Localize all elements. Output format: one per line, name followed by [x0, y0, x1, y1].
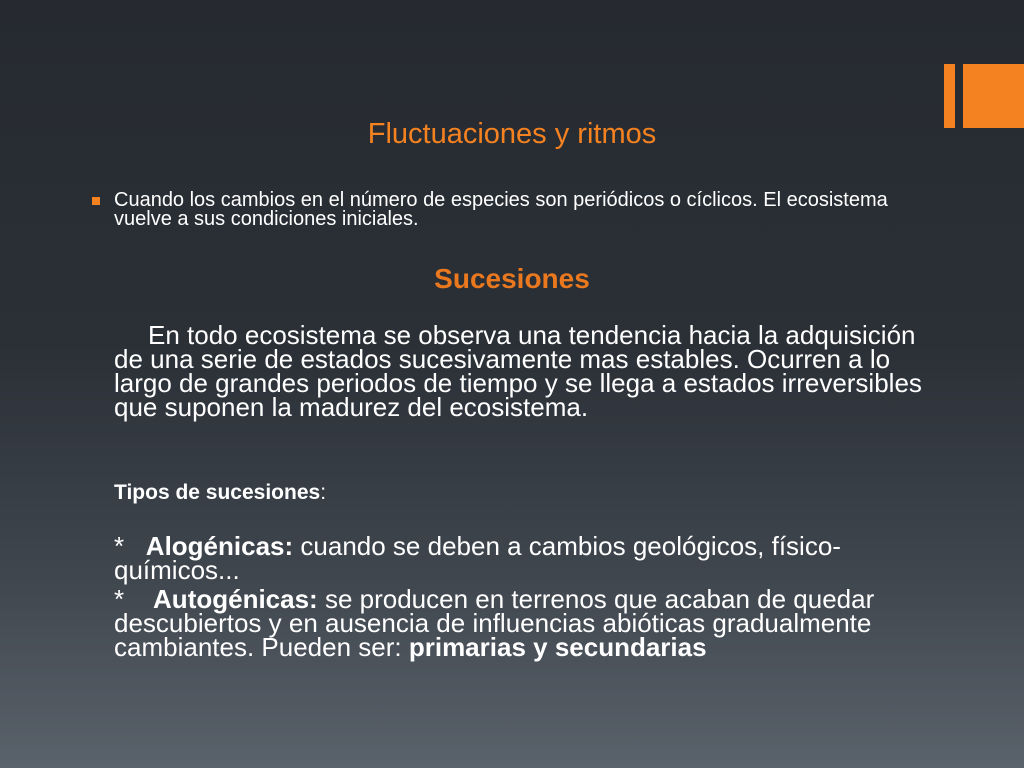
bullet-square-icon: [92, 197, 100, 205]
item2-term: Autogénicas:: [153, 584, 318, 614]
item2-text: se producen en terrenos que acaban de quedar descubiertos y en ausencia de influencias abióticas gradualmente cambiantes. Pueden ser:: [114, 584, 875, 662]
tipos-colon: :: [320, 481, 327, 504]
item1-term: Alogénicas:: [145, 531, 294, 561]
section-subtitle: Sucesiones: [434, 263, 590, 294]
tipos-label: Tipos de sucesiones: [114, 481, 321, 504]
bullet-text: Cuando los cambios en el número de especies son periódicos o cíclicos. El ecosistema vuelve a sus condiciones iniciales.: [114, 189, 888, 230]
item1-text: cuando se deben a cambios geológicos, físico-químicos...: [114, 531, 841, 585]
tipos-heading: [114, 481, 326, 505]
slide-title: Fluctuaciones y ritmos: [367, 118, 657, 150]
item-autogenicas: [114, 584, 944, 662]
paragraph-text: En todo ecosistema se observa una tendencia hacia la adquisición de una serie de estados sucesivamente mas estables. Ocurren a lo largo de grandes periodos de tiempo y se llega a estados irreversibles que suponen la madurez del ecosistema.: [114, 320, 922, 422]
item1-prefix: *: [114, 531, 125, 561]
item-alogenicas: [114, 531, 914, 585]
item2-prefix: *: [114, 584, 125, 614]
item2-bold-end: primarias y secundarias: [408, 632, 707, 662]
paragraph: [114, 320, 944, 422]
